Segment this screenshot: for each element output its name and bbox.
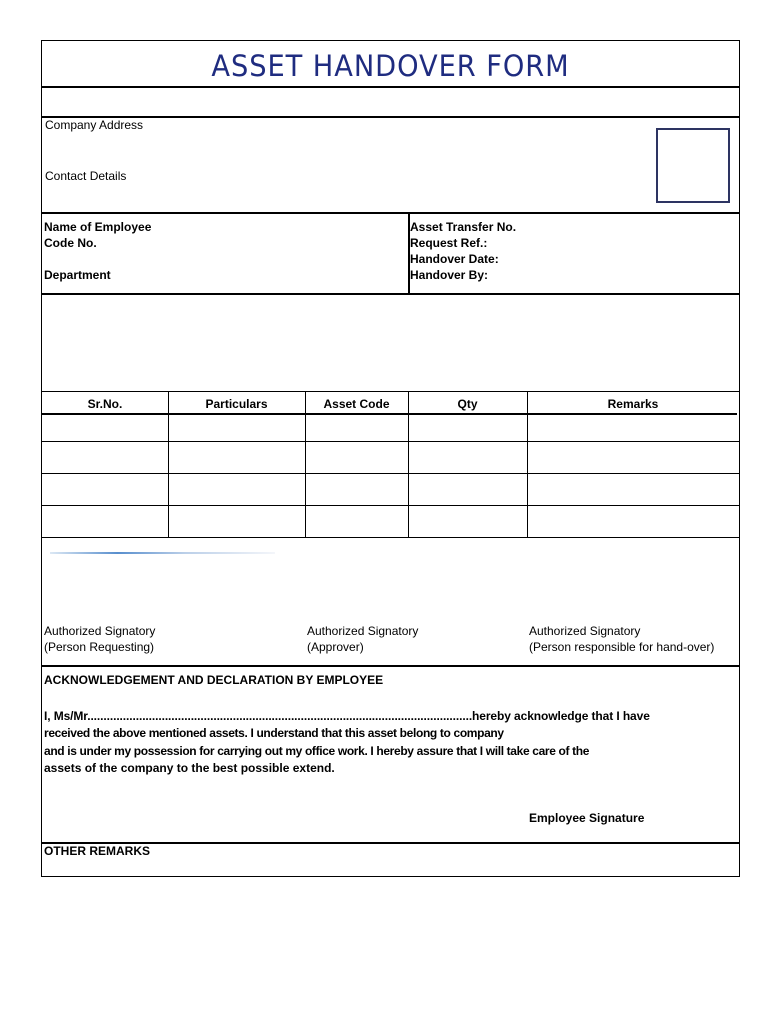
divider [42, 116, 739, 118]
table-header-asset-code: Asset Code [323, 397, 390, 411]
signatory-1-role: (Person Requesting) [44, 640, 155, 654]
employee-department-label: Department [44, 268, 111, 282]
signatory-3-role: (Person responsible for hand-over) [529, 640, 715, 654]
table-column-divider [168, 391, 169, 538]
asset-transfer-no-label: Asset Transfer No. [410, 220, 517, 234]
asset-handover-form [41, 40, 740, 877]
signatory-2-title: Authorized Signatory [307, 624, 419, 638]
table-header-sr-no: Sr.No. [87, 397, 123, 411]
company-address-label: Company Address [45, 118, 144, 132]
contact-details-label: Contact Details [45, 169, 127, 183]
handover-by-label: Handover By: [410, 268, 489, 282]
divider [42, 665, 739, 667]
signature-stroke [50, 552, 275, 554]
table-row [42, 473, 739, 474]
declaration-line-2: received the above mentioned assets. I understand that this asset belong to company [44, 726, 504, 740]
handover-date-label: Handover Date: [410, 252, 499, 266]
divider [42, 293, 739, 295]
divider [42, 212, 739, 214]
table-top-border [42, 391, 739, 392]
table-row [42, 537, 739, 538]
table-row [42, 441, 739, 442]
company-logo-placeholder [656, 128, 730, 203]
table-header-remarks: Remarks [607, 397, 659, 411]
table-column-divider [408, 391, 409, 538]
table-header-qty: Qty [457, 397, 478, 411]
divider [42, 86, 739, 88]
form-title: ASSET HANDOVER FORM [211, 49, 570, 83]
declaration-heading: ACKNOWLEDGEMENT AND DECLARATION BY EMPLOYEE [44, 673, 384, 687]
request-ref-label: Request Ref.: [410, 236, 488, 250]
table-column-divider [527, 391, 528, 538]
other-remarks-label: OTHER REMARKS [44, 844, 151, 858]
signatory-1-title: Authorized Signatory [44, 624, 156, 638]
table-row [42, 505, 739, 506]
signatory-3-title: Authorized Signatory [529, 624, 641, 638]
declaration-line-4: assets of the company to the best possible extend. [44, 761, 335, 775]
employee-signature-label: Employee Signature [529, 811, 645, 825]
employee-name-label: Name of Employee [44, 220, 152, 234]
table-column-divider [305, 391, 306, 538]
signatory-2-role: (Approver) [307, 640, 364, 654]
table-header-border [42, 413, 737, 415]
table-header-particulars: Particulars [205, 397, 268, 411]
declaration-line-1: I, Ms/Mr.......................................................................................................................hereby acknowledge that I have [44, 709, 650, 723]
employee-code-label: Code No. [44, 236, 97, 250]
declaration-line-3: and is under my possession for carrying out my office work. I hereby assure that I will take care of the [44, 744, 590, 758]
